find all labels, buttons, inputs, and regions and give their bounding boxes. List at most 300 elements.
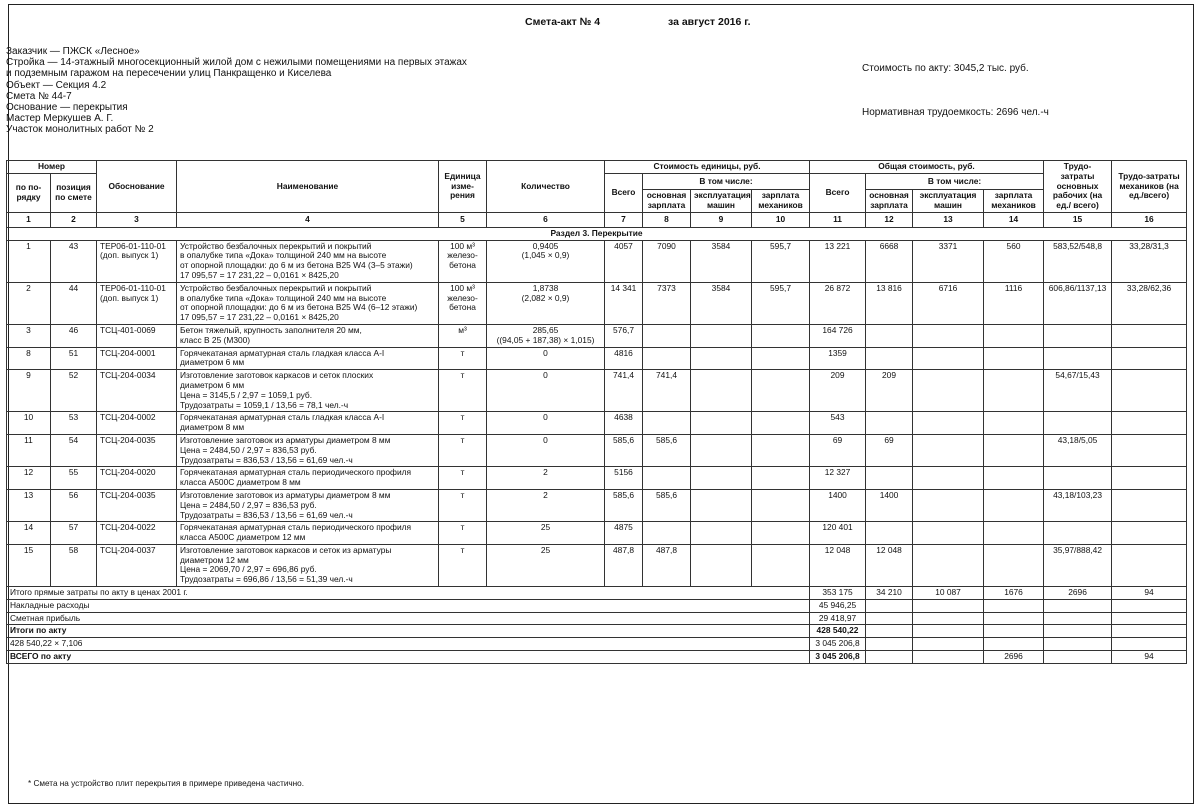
header-unit-vsego: Всего <box>605 173 643 212</box>
row-name-line: Горячекатаная арматурная сталь периодического профиля <box>180 467 412 478</box>
header-unit-osn: основная зарплата <box>643 190 691 213</box>
row-c12 <box>866 324 913 347</box>
row-c13 <box>913 412 984 435</box>
row-c10 <box>752 522 810 545</box>
table-row <box>7 282 1187 324</box>
column-number: 16 <box>1112 212 1187 227</box>
row-name-line: Изготовление заготовок каркасов и сеток плоских <box>180 370 374 381</box>
labor-summary: Нормативная трудоемкость: 2696 чел.-ч <box>862 107 1049 118</box>
column-number: 5 <box>439 212 487 227</box>
row-name-line: в опалубке типа «Дока» толщиной 240 мм на высоте <box>180 292 387 303</box>
row-c14 <box>984 412 1044 435</box>
row-name <box>177 412 439 435</box>
row-c11: 164 726 <box>810 324 866 347</box>
row-c9 <box>691 522 752 545</box>
row-number: 15 <box>7 544 51 586</box>
column-number: 14 <box>984 212 1044 227</box>
total-label: Сметная прибыль <box>7 612 810 625</box>
total-c13 <box>913 638 984 651</box>
row-number: 12 <box>7 467 51 490</box>
row-position: 51 <box>51 347 97 370</box>
table-row <box>7 522 1187 545</box>
row-c8: 7373 <box>643 282 691 324</box>
row-c15: 35,97/888,42 <box>1044 544 1112 586</box>
row-basis-line: ТЕР06-01-110-01 <box>100 282 166 293</box>
row-c13 <box>913 489 984 521</box>
row-c14: 560 <box>984 240 1044 282</box>
section-row <box>7 227 1187 240</box>
row-c12: 69 <box>866 434 913 466</box>
row-number: 10 <box>7 412 51 435</box>
header-trud-mech: Трудо-затраты механиков (на ед./всего) <box>1112 161 1187 213</box>
site-line-2: и подземным гаражом на пересечении улиц Панкращенко и Киселева <box>6 68 332 80</box>
row-c10 <box>752 434 810 466</box>
total-c14 <box>984 625 1044 638</box>
header-unit-mech: зарплата механиков <box>752 190 810 213</box>
row-quantity <box>487 347 605 370</box>
row-c11: 209 <box>810 370 866 412</box>
row-c7: 585,6 <box>605 489 643 521</box>
estimate-line: Смета № 44-7 <box>6 90 72 102</box>
row-position: 57 <box>51 522 97 545</box>
row-c9 <box>691 489 752 521</box>
row-basis-line: ТЕР06-01-110-01 <box>100 240 166 251</box>
row-position: 46 <box>51 324 97 347</box>
total-c14: 2696 <box>984 651 1044 664</box>
row-c10 <box>752 412 810 435</box>
row-basis <box>97 412 177 435</box>
row-number: 11 <box>7 434 51 466</box>
row-quantity <box>487 240 605 282</box>
row-quantity-line: 1,8738 <box>532 282 559 293</box>
row-c16 <box>1112 434 1187 466</box>
row-basis <box>97 324 177 347</box>
total-c16 <box>1112 599 1187 612</box>
total-c16 <box>1112 612 1187 625</box>
row-name-line: Цена = 2484,50 / 2,97 = 836,53 руб. <box>180 444 317 455</box>
row-c7: 741,4 <box>605 370 643 412</box>
row-position: 53 <box>51 412 97 435</box>
header-total-osn: основная зарплата <box>866 190 913 213</box>
row-basis-line: ТСЦ-204-0001 <box>100 347 156 358</box>
table-row <box>7 347 1187 370</box>
row-c15 <box>1044 467 1112 490</box>
total-row <box>7 587 1187 600</box>
row-unit-line: т <box>460 370 465 381</box>
total-c16: 94 <box>1112 587 1187 600</box>
row-position: 55 <box>51 467 97 490</box>
row-quantity-line: 25 <box>540 544 551 555</box>
row-basis <box>97 544 177 586</box>
footnote: * Смета на устройство плит перекрытия в примере приведена частично. <box>28 779 305 788</box>
row-unit <box>439 370 487 412</box>
document-info <box>6 46 467 136</box>
row-basis <box>97 522 177 545</box>
header-total-ekspl: эксплуатация машин <box>913 190 984 213</box>
row-quantity <box>487 489 605 521</box>
total-c13 <box>913 625 984 638</box>
row-quantity-line: ((94,05 + 187,38) × 1,015) <box>496 334 595 345</box>
estimate-table-body <box>7 212 1187 663</box>
header-trud-rab: Трудо-затраты основных рабочих (на ед./ всего) <box>1044 161 1112 213</box>
row-c15: 583,52/548,8 <box>1044 240 1112 282</box>
row-position: 56 <box>51 489 97 521</box>
row-c16 <box>1112 347 1187 370</box>
total-c15 <box>1044 599 1112 612</box>
column-number: 8 <box>643 212 691 227</box>
row-c7: 5156 <box>605 467 643 490</box>
row-name-line: Изготовление заготовок из арматуры диаметром 8 мм <box>180 489 391 500</box>
total-label: 428 540,22 × 7,106 <box>7 638 810 651</box>
total-c11: 45 946,25 <box>810 599 866 612</box>
document-period: за август 2016 г. <box>668 16 751 28</box>
row-unit-line: т <box>460 434 465 445</box>
row-basis-line: ТСЦ-204-0022 <box>100 522 156 533</box>
total-c16 <box>1112 638 1187 651</box>
table-row <box>7 324 1187 347</box>
row-name-line: класса А500С диаметром 8 мм <box>180 477 301 488</box>
row-c10 <box>752 467 810 490</box>
row-number: 1 <box>7 240 51 282</box>
header-unit-ekspl: эксплуатация машин <box>691 190 752 213</box>
column-number: 12 <box>866 212 913 227</box>
column-number: 7 <box>605 212 643 227</box>
row-name-line: Трудозатраты = 1059,1 / 13,56 = 78,1 чел.-ч <box>180 399 349 410</box>
row-c16 <box>1112 522 1187 545</box>
row-position: 54 <box>51 434 97 466</box>
row-c11: 1400 <box>810 489 866 521</box>
row-name-line: Устройство безбалочных перекрытий и покрытий <box>180 282 372 293</box>
total-c15: 2696 <box>1044 587 1112 600</box>
row-c8: 7090 <box>643 240 691 282</box>
row-basis-line: ТСЦ-204-0035 <box>100 489 156 500</box>
row-c15 <box>1044 347 1112 370</box>
row-basis-line: (доп. выпуск 1) <box>100 292 159 303</box>
row-name-line: 17 095,57 = 17 231,22 – 0,0161 × 8425,20 <box>180 312 339 323</box>
row-c8: 741,4 <box>643 370 691 412</box>
row-c9 <box>691 434 752 466</box>
table-row <box>7 370 1187 412</box>
row-name <box>177 370 439 412</box>
row-c14 <box>984 324 1044 347</box>
header-total-vsego: Всего <box>810 173 866 212</box>
row-basis-line: ТСЦ-401-0069 <box>100 324 156 335</box>
table-row <box>7 240 1187 282</box>
row-c14 <box>984 370 1044 412</box>
section-title: Раздел 3. Перекрытие <box>7 227 1187 240</box>
row-quantity <box>487 544 605 586</box>
row-name-line: Трудозатраты = 696,86 / 13,56 = 51,39 чел.-ч <box>180 574 353 585</box>
row-unit <box>439 347 487 370</box>
row-name <box>177 240 439 282</box>
row-basis-line: ТСЦ-204-0035 <box>100 434 156 445</box>
row-unit <box>439 240 487 282</box>
header-kolichestvo: Количество <box>487 161 605 213</box>
row-basis <box>97 240 177 282</box>
row-unit-line: м³ <box>458 324 467 335</box>
total-c13 <box>913 651 984 664</box>
column-number: 6 <box>487 212 605 227</box>
row-c10: 595,7 <box>752 240 810 282</box>
row-name-line: Устройство безбалочных перекрытий и покрытий <box>180 240 372 251</box>
row-c15: 54,67/15,43 <box>1044 370 1112 412</box>
row-name-line: Цена = 2069,70 / 2,97 = 696,86 руб. <box>180 564 317 575</box>
total-label: Итого прямые затраты по акту в ценах 2001 г. <box>7 587 810 600</box>
header-unit-incl: В том числе: <box>643 173 810 190</box>
row-position: 43 <box>51 240 97 282</box>
total-c11: 3 045 206,8 <box>810 651 866 664</box>
row-unit <box>439 434 487 466</box>
estimate-table <box>6 160 1187 664</box>
row-c11: 13 221 <box>810 240 866 282</box>
row-unit <box>439 522 487 545</box>
row-c14 <box>984 467 1044 490</box>
row-c13 <box>913 522 984 545</box>
row-quantity <box>487 434 605 466</box>
row-name-line: Цена = 2484,50 / 2,97 = 836,53 руб. <box>180 499 317 510</box>
row-name <box>177 489 439 521</box>
total-row <box>7 625 1187 638</box>
row-unit-line: бетона <box>449 302 476 313</box>
row-c15: 606,86/1137,13 <box>1044 282 1112 324</box>
row-name-line: от опорной площадки: до 6 м из бетона B25 W4 (3–5 этажи) <box>180 260 413 271</box>
total-label: Накладные расходы <box>7 599 810 612</box>
master-line: Мастер Меркушев А. Г. <box>6 113 114 125</box>
row-c12: 6668 <box>866 240 913 282</box>
row-unit <box>439 544 487 586</box>
row-c10 <box>752 370 810 412</box>
total-label: ВСЕГО по акту <box>7 651 810 664</box>
row-c9 <box>691 370 752 412</box>
row-c13: 3371 <box>913 240 984 282</box>
row-c12: 12 048 <box>866 544 913 586</box>
column-number-row <box>7 212 1187 227</box>
row-c13 <box>913 544 984 586</box>
total-row <box>7 651 1187 664</box>
row-basis <box>97 467 177 490</box>
row-c9 <box>691 347 752 370</box>
row-c8: 487,8 <box>643 544 691 586</box>
header-unit-cost: Стоимость единицы, руб. <box>605 161 810 174</box>
column-number: 4 <box>177 212 439 227</box>
row-basis <box>97 434 177 466</box>
total-c15 <box>1044 651 1112 664</box>
row-c9 <box>691 324 752 347</box>
total-c15 <box>1044 638 1112 651</box>
column-number: 2 <box>51 212 97 227</box>
total-row <box>7 599 1187 612</box>
header-poziciya: позиция по смете <box>51 173 97 212</box>
row-unit <box>439 324 487 347</box>
row-name-line: 17 095,57 = 17 231,22 – 0,0161 × 8425,20 <box>180 269 339 280</box>
row-c15: 43,18/5,05 <box>1044 434 1112 466</box>
row-quantity-line: 0,9405 <box>532 240 559 251</box>
row-unit-line: 100 м³ <box>450 282 475 293</box>
column-number: 9 <box>691 212 752 227</box>
total-c12: 34 210 <box>866 587 913 600</box>
row-c7: 585,6 <box>605 434 643 466</box>
row-name-line: класса А500С диаметром 12 мм <box>180 532 306 543</box>
total-c11: 3 045 206,8 <box>810 638 866 651</box>
column-number: 13 <box>913 212 984 227</box>
total-c12 <box>866 625 913 638</box>
row-quantity <box>487 412 605 435</box>
row-quantity-line: 0 <box>543 370 548 381</box>
row-position: 58 <box>51 544 97 586</box>
row-c9: 3584 <box>691 240 752 282</box>
row-c11: 12 048 <box>810 544 866 586</box>
total-c12 <box>866 612 913 625</box>
row-c9 <box>691 544 752 586</box>
header-total-cost: Общая стоимость, руб. <box>810 161 1044 174</box>
row-basis-line: ТСЦ-204-0020 <box>100 467 156 478</box>
row-c13 <box>913 347 984 370</box>
row-c12: 13 816 <box>866 282 913 324</box>
header-nomer: Номер <box>7 161 97 174</box>
total-c11: 29 418,97 <box>810 612 866 625</box>
total-c11: 428 540,22 <box>810 625 866 638</box>
row-name-line: Трудозатраты = 836,53 / 13,56 = 61,69 чел.-ч <box>180 509 353 520</box>
row-c10 <box>752 324 810 347</box>
row-c10: 595,7 <box>752 282 810 324</box>
total-c12 <box>866 651 913 664</box>
row-c14 <box>984 489 1044 521</box>
row-quantity-line: 0 <box>543 347 548 358</box>
row-c10 <box>752 489 810 521</box>
row-unit-line: т <box>460 412 465 423</box>
row-unit-line: т <box>460 544 465 555</box>
row-quantity-line: 2 <box>543 467 548 478</box>
row-c9 <box>691 412 752 435</box>
column-number: 11 <box>810 212 866 227</box>
row-c8 <box>643 324 691 347</box>
row-number: 3 <box>7 324 51 347</box>
row-c13 <box>913 467 984 490</box>
row-basis-line: ТСЦ-204-0034 <box>100 370 156 381</box>
row-quantity-line: 0 <box>543 412 548 423</box>
total-c12 <box>866 638 913 651</box>
row-name-line: диаметром 8 мм <box>180 422 245 433</box>
row-quantity-line: 2 <box>543 489 548 500</box>
basis-line: Основание — перекрытия <box>6 102 128 114</box>
row-c13 <box>913 324 984 347</box>
row-name <box>177 467 439 490</box>
row-name-line: класс В 25 (М300) <box>180 334 251 345</box>
row-unit <box>439 412 487 435</box>
row-c7: 576,7 <box>605 324 643 347</box>
row-c14 <box>984 347 1044 370</box>
column-number: 10 <box>752 212 810 227</box>
row-quantity-line: (2,082 × 0,9) <box>521 292 570 303</box>
row-c16 <box>1112 370 1187 412</box>
row-name-line: Горячекатаная арматурная сталь гладкая класса А-I <box>180 347 385 358</box>
row-quantity <box>487 324 605 347</box>
row-c16 <box>1112 412 1187 435</box>
row-position: 44 <box>51 282 97 324</box>
row-quantity-line: 285,65 <box>532 324 559 335</box>
row-c11: 120 401 <box>810 522 866 545</box>
total-c13 <box>913 612 984 625</box>
column-number: 3 <box>97 212 177 227</box>
row-name <box>177 434 439 466</box>
header-po-poryadku: по по-рядку <box>7 173 51 212</box>
row-basis-line: ТСЦ-204-0002 <box>100 412 156 423</box>
total-c15 <box>1044 625 1112 638</box>
row-name-line: Горячекатаная арматурная сталь гладкая класса А-I <box>180 412 385 423</box>
row-name <box>177 324 439 347</box>
row-c7: 4875 <box>605 522 643 545</box>
row-basis <box>97 282 177 324</box>
row-quantity-line: (1,045 × 0,9) <box>521 250 570 261</box>
total-c15 <box>1044 612 1112 625</box>
row-c8: 585,6 <box>643 434 691 466</box>
row-name <box>177 522 439 545</box>
section-line: Участок монолитных работ № 2 <box>6 124 154 136</box>
header-total-mech: зарплата механиков <box>984 190 1044 213</box>
table-row <box>7 434 1187 466</box>
row-name-line: Бетон тяжелый, крупность заполнителя 20 мм, <box>180 324 362 335</box>
total-c14 <box>984 599 1044 612</box>
row-c11: 1359 <box>810 347 866 370</box>
row-c11: 26 872 <box>810 282 866 324</box>
row-quantity-line: 0 <box>543 434 548 445</box>
row-c13 <box>913 434 984 466</box>
row-name <box>177 544 439 586</box>
row-c11: 69 <box>810 434 866 466</box>
row-c14 <box>984 544 1044 586</box>
row-c7: 4816 <box>605 347 643 370</box>
total-c16 <box>1112 625 1187 638</box>
total-label: Итоги по акту <box>7 625 810 638</box>
row-unit <box>439 282 487 324</box>
total-c11: 353 175 <box>810 587 866 600</box>
row-quantity <box>487 522 605 545</box>
row-unit-line: т <box>460 347 465 358</box>
row-c15 <box>1044 324 1112 347</box>
row-c12 <box>866 467 913 490</box>
row-number: 8 <box>7 347 51 370</box>
row-c12 <box>866 522 913 545</box>
row-name-line: Цена = 3145,5 / 2,97 = 1059,1 руб. <box>180 389 313 400</box>
row-c16 <box>1112 467 1187 490</box>
row-name-line: Горячекатаная арматурная сталь периодического профиля <box>180 522 412 533</box>
row-name-line: Изготовление заготовок каркасов и сеток из арматуры <box>180 544 392 555</box>
row-c12: 209 <box>866 370 913 412</box>
row-unit-line: т <box>460 522 465 533</box>
row-unit-line: железо- <box>447 250 478 261</box>
row-c15 <box>1044 412 1112 435</box>
row-quantity <box>487 282 605 324</box>
row-number: 13 <box>7 489 51 521</box>
total-c14: 1676 <box>984 587 1044 600</box>
row-unit <box>439 467 487 490</box>
row-c7: 487,8 <box>605 544 643 586</box>
row-c12 <box>866 347 913 370</box>
customer-line: Заказчик — ПЖСК «Лесное» <box>6 46 140 57</box>
row-c14 <box>984 522 1044 545</box>
row-name-line: диаметром 6 мм <box>180 357 245 368</box>
row-c8 <box>643 347 691 370</box>
row-name-line: диаметром 6 мм <box>180 379 245 390</box>
total-row <box>7 612 1187 625</box>
row-name <box>177 282 439 324</box>
header-total-incl: В том числе: <box>866 173 1044 190</box>
row-c8 <box>643 467 691 490</box>
row-quantity <box>487 467 605 490</box>
row-c14: 1116 <box>984 282 1044 324</box>
row-c16: 33,28/31,3 <box>1112 240 1187 282</box>
row-number: 14 <box>7 522 51 545</box>
